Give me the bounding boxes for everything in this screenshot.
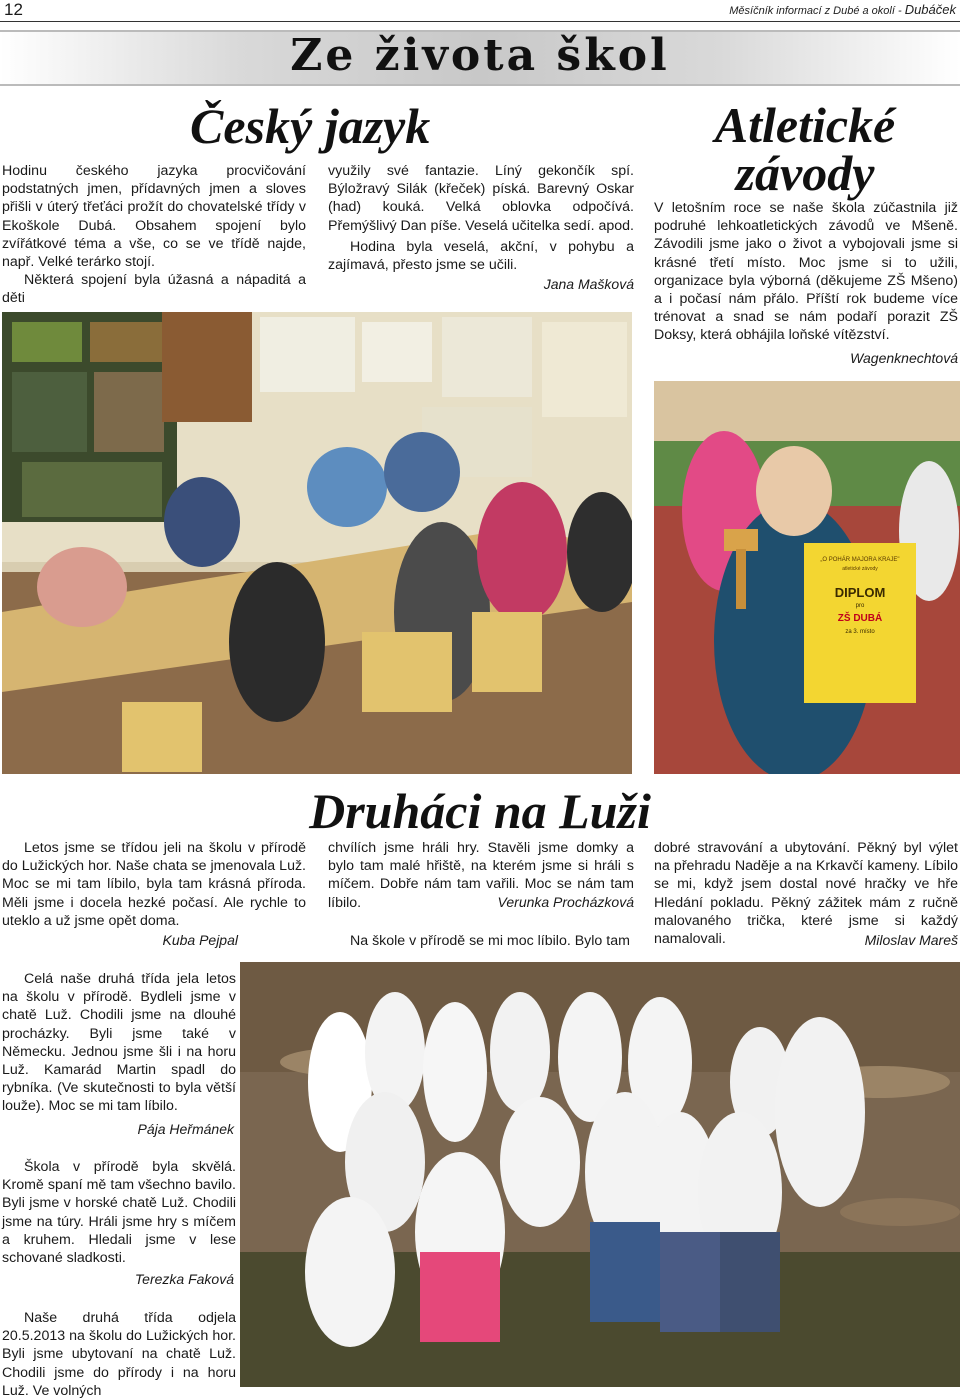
- classroom-photo-illustration: [2, 312, 632, 774]
- diploma-title: DIPLOM: [834, 585, 886, 600]
- diploma-for: pro: [855, 603, 865, 609]
- kuba-author: Kuba Pejpal: [162, 932, 238, 948]
- page-number: 12: [4, 0, 23, 19]
- terezka-author: Terezka Faková: [134, 1271, 234, 1287]
- diploma-place: za 3. místo: [845, 629, 875, 635]
- group-photo: [240, 962, 960, 1387]
- verunka-author: Verunka Procházková: [497, 894, 634, 910]
- last-text: Naše druhá třída odjela 20.5.2013 na školu do Lužických hor. Byli jsme ubytovaní na chatě Luž. Chodili jsme do přírody i na horu Luž. Ve volných: [2, 1310, 236, 1399]
- cesky-author: Jana Mašková: [543, 276, 634, 292]
- publication-name: Měsíčník informací z Dubé a okolí -: [729, 5, 905, 17]
- miloslav-author: Miloslav Mareš: [864, 932, 958, 948]
- article-title-atletika-2: závody: [735, 145, 875, 201]
- article-title-druhaci: Druháci na Luži: [309, 783, 651, 839]
- article-title-cesky: Český jazyk: [190, 98, 431, 154]
- classroom-photo: [2, 312, 632, 774]
- cesky-paragraph-4: Hodina byla veselá, akční, v pohybu a zajímavá, přesto jsme se učili.: [328, 239, 634, 274]
- diploma-heading: „O POHÁR MAJORA KRAJE": [820, 557, 900, 563]
- athletics-photo-illustration: [654, 381, 960, 774]
- paja-author: Pája Heřmánek: [137, 1121, 234, 1137]
- diploma-line: atletické závody: [842, 566, 878, 572]
- athletics-photo: [654, 381, 960, 774]
- atletika-author: Wagenknechtová: [850, 350, 958, 366]
- atletika-text: V letošním roce se naše škola zúčastnila již podruhé lehkoatletických závodů ve Mšeně. Závodili jsme jako o život a vybojovali jsme si krásné třetí místo. Moc jsme si to užili, organizace byla výborná (děkujeme ZŠ Mšeno) a i počasí nám přálo. Příští rok budeme více trénovat a snad se nám podaří porazit ZŠ Doksy, která obhájila loňské vítězství.: [654, 200, 958, 344]
- miloslav-text: dobré stravování a ubytování. Pěkný byl výlet na přehradu Naděje a na Krkavčí kameny. Líbilo se mi, když jsem dostal nové hračky ve hře Hledání pokladu. Pěkný zážitek mám z ručně malovaného trička, které jsme si každý namalovali.: [654, 840, 958, 948]
- header-rule: [0, 21, 960, 22]
- verunka-text: chvílích jsme hráli hry. Stavěli jsme domky a bylo tam malé hřiště, na kterém jsme si hráli s míčem. Dobře nám tam vařili. Moc se nám tam líbilo.: [328, 840, 634, 911]
- publication-info: [729, 2, 956, 17]
- article-title-atletika-1: Atletické: [714, 97, 896, 153]
- brand-name: Dubáček: [904, 2, 956, 17]
- terezka-text: Škola v přírodě byla skvělá. Kromě spaní mě tam všechno bavilo. Byli jsme v horské chatě Luž. Chodili jsme na túry. Hráli jsme hry s míčem a kruhem. Hledali jsme v lese schované sladkosti.: [2, 1159, 236, 1267]
- group-photo-illustration: [240, 962, 960, 1387]
- paja-text: Celá naše druhá třída jela letos na školu v přírodě. Bydleli jsme v chatě Luž. Chodili jsme na dlouhé procházky. Byli jsme také v Německu. Jednou jsme šli i na horu Luž. Kamarád Martin spadl do rybníka. (Ve skutečnosti to byla větší louže). Moc se mi tam líbilo.: [2, 971, 236, 1115]
- cesky-paragraph-1: Hodinu českého jazyka procvičování podstatných jmen, přídavných jmen a sloves přišli v úterý třeťáci prožít do chovatelské třídy v Ekoškole Dubá. Obsahem spojení bylo zvířátkové téma a vše, co se ve třídě najde, např. Velké terárko stojí.: [2, 163, 306, 271]
- kuba-text: Letos jsme se třídou jeli na školu v přírodě do Lužických hor. Naše chata se jmenovala Luž. Moc se mi tam líbilo, byla tam krásná příroda. Měli jsme i docela hezké počasí. Ale rychle to uteklo a už jsme opět doma.: [2, 840, 306, 929]
- page-header: [0, 0, 960, 22]
- diploma-school: ZŠ DUBÁ: [837, 613, 883, 624]
- verunka-next: Na škole v přírodě se mi moc líbilo. Bylo tam: [350, 933, 630, 949]
- cesky-paragraph-2: Některá spojení byla úžasná a nápaditá a děti: [2, 272, 306, 307]
- cesky-paragraph-3: využily své fantazie. Líný gekončík spí. Býložravý Silák (křeček) píská. Barevný Oskar (had) kouká. Velká oblovka odpočívá. Přemýšlivý Dan píše. Veselá učitelka sedí. apod.: [328, 163, 634, 234]
- section-title: Ze života škol: [290, 30, 670, 81]
